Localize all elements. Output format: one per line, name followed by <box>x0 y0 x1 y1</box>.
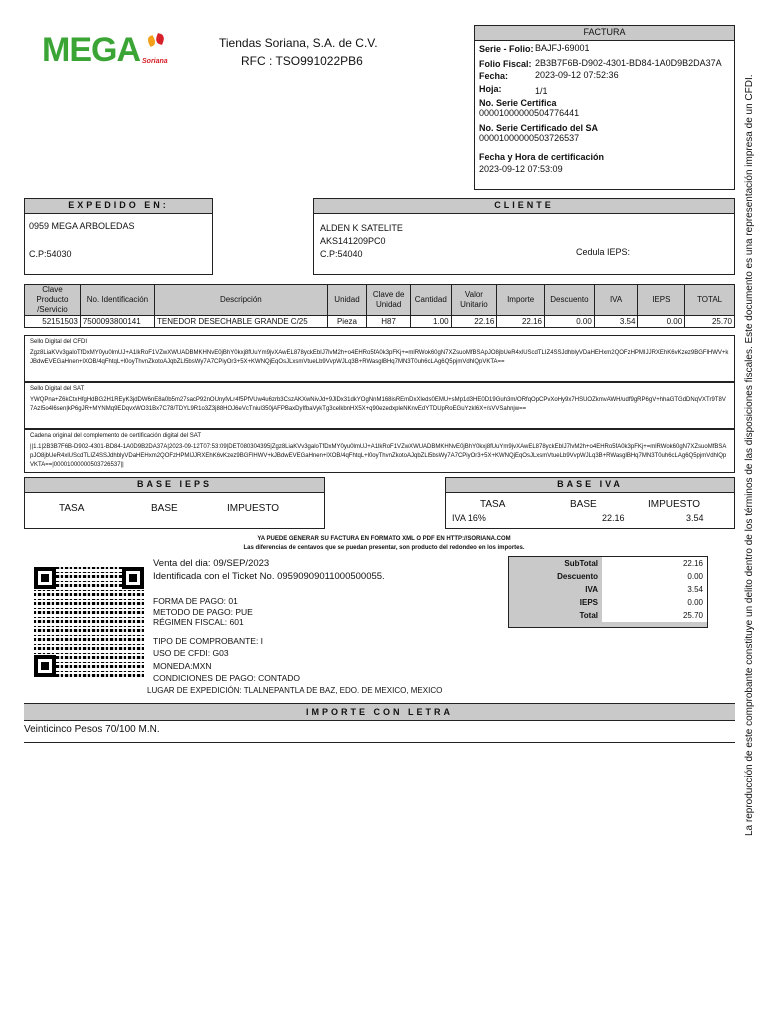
folio-value: 2B3B7F6B-D902-4301-BD84-1A0D9B2DA37A <box>535 58 722 68</box>
qr-code <box>34 567 144 677</box>
cell-cantidad: 1.00 <box>410 316 451 328</box>
col-descuento: Descuento <box>545 285 595 316</box>
cell-no-identificacion: 7500093800141 <box>80 316 154 328</box>
logo-leaf-icon <box>155 33 166 45</box>
serie-label: Serie - Folio: <box>479 44 534 54</box>
lugar-expedicion: LUGAR DE EXPEDICIÓN: TLALNEPANTLA DE BAZ, EDO. DE MEXICO, MEXICO <box>147 686 443 695</box>
factura-box <box>474 25 735 190</box>
base-ieps-tasa: TASA <box>59 503 85 514</box>
fecha-cert-label: Fecha y Hora de certificación <box>479 152 605 162</box>
issuer-rfc: RFC : TSO991022PB6 <box>241 54 363 68</box>
cell-total: 25.70 <box>685 316 735 328</box>
sello-sat-box <box>24 382 735 429</box>
totals-row-iva <box>509 583 707 596</box>
col-no-identificacion: No. Identificación <box>80 285 154 316</box>
cadena-original-title: Cadena original del complemento de certificación digital del SAT <box>30 433 201 439</box>
base-iva-tasa: TASA <box>480 499 506 510</box>
cell-valor-unitario: 22.16 <box>451 316 497 328</box>
cliente-name: ALDEN K SATELITE <box>320 223 403 233</box>
descuento-label: Descuento <box>557 572 598 581</box>
ticket-no: Identificada con el Ticket No. 09590909011000500055. <box>153 571 385 582</box>
expedido-line1: 0959 MEGA ARBOLEDAS <box>29 221 135 231</box>
cert-sa-value: 00001000000503726537 <box>479 133 580 143</box>
col-valor-unitario: Valor Unitario <box>451 285 497 316</box>
ieps-value: 0.00 <box>602 596 707 609</box>
cell-descripcion: TENEDOR DESECHABLE GRANDE C/25 <box>155 316 328 328</box>
items-table <box>24 284 735 328</box>
mega-soriana-logo <box>42 31 168 69</box>
base-iva-title: BASE IVA <box>446 478 734 493</box>
cert-sa-label: No. Serie Certificado del SA <box>479 123 599 133</box>
col-ieps: IEPS <box>638 285 685 316</box>
importe-letra-title: IMPORTE CON LETRA <box>24 704 735 721</box>
descuento-value: 0.00 <box>602 570 707 583</box>
cadena-original-value: ||1.1|2B3B7F6B-D902-4301-BD84-1A0D9B2DA37A|2023-09-12T07:53:09|DET080304395|Zgz8LiaKVv3galoTfDxMY0yu0lmUJ+A1lkRoF1VZwXWUADBMKHNvE0jBhY0kxj8fUuYm9jvXAwEL878yckEbIJ7lvM2h+o4EHRo5fA0k3pFKj+=mlRWok60gN7XZsuoMfBSApJO8jbUeR4xlUScdTLIZ4SSJdhblyVDaHEHxm2QOFzHPMIJJRXEhK6vKzez9BGFlHWV+kJBdwEVEGaHnen+lXOB/4qFhtqL+l0oyThvnZkotoAJqbZLl5bsWy7A7CPiyOr3+5X+KWNQjEqOsJLxsmVtueLb9VvpWJLq3B+RWasglBHq7MN3T0uh6cLAg6Q5pjmVdhlQpVKTA==|00001000000503726537|| <box>30 444 727 468</box>
logo-text: MEGA <box>42 31 140 69</box>
folio-label: Folio Fiscal: <box>479 59 532 69</box>
factura-title: FACTURA <box>475 26 734 41</box>
sello-cfdi-box <box>24 335 735 382</box>
cliente-cp: C.P:54040 <box>320 249 363 259</box>
cell-iva: 3.54 <box>594 316 638 328</box>
notice-line1: YA PUEDE GENERAR SU FACTURA EN FORMATO XML O PDF EN HTTP://SORIANA.COM <box>257 536 511 542</box>
cell-clave-producto: 52151503 <box>25 316 81 328</box>
fecha-cert-value: 2023-09-12 07:53:09 <box>479 164 563 174</box>
cadena-original-box <box>24 429 735 473</box>
tipo-comprobante: TIPO DE COMPROBANTE: I <box>153 635 264 646</box>
qr-finder <box>34 655 56 677</box>
col-total: TOTAL <box>685 285 735 316</box>
total-value: 25.70 <box>602 609 707 622</box>
serie-value: BAJFJ-69001 <box>535 43 590 53</box>
sello-sat-title: Sello Digital del SAT <box>30 386 85 392</box>
sello-cfdi-value: Zgz8LiaKVv3galoTfDxMY0yu0lmUJ+A1lkRoF1VZwXWUADBMKHNvE0jBhY0kxj8fUuYm9jvXAwEL878yckEbIJ7lvM2h+o4EHRo5fA0k3pFKj+=mlRWok60gN7XZsuoMfBSApJO8jbUeR4xlUScdTLIZ4SSJdhblyVDaHEHxm2QOFzHPMIJJRXEhK6vKzez9BGFlHWV+kJBdwEVEGaHnen+lXOB/4qFhtqL+l0oyThvnZkotoAJqbZLl5bsWy7A7CPiyOr3+5X+KWNQjEqOsJLxsmVtueLb9VvpWJLq3B+RWasglBHq7MN3T0uh6cLAg6Q5pjmVdhlQpVKTA== <box>30 350 729 365</box>
col-importe: Importe <box>497 285 545 316</box>
hoja-label: Hoja: <box>479 84 502 94</box>
issuer-name: Tiendas Soriana, S.A. de C.V. <box>219 36 378 50</box>
base-iva-row-tasa: IVA 16% <box>452 513 486 523</box>
totals-table <box>509 557 707 622</box>
fecha-value: 2023-09-12 07:52:36 <box>535 70 619 80</box>
totals-row-subtotal <box>509 557 707 570</box>
table-row <box>25 316 735 328</box>
col-iva: IVA <box>594 285 638 316</box>
ieps-label: IEPS <box>579 598 598 607</box>
totals-box <box>508 556 708 628</box>
col-clave-unidad: Clave de Unidad <box>367 285 411 316</box>
venta-dia: Venta del dia: 09/SEP/2023 <box>153 558 270 569</box>
base-ieps-base: BASE <box>151 503 178 514</box>
qr-finder <box>34 567 56 589</box>
base-ieps-title: BASE IEPS <box>25 478 324 493</box>
cliente-rfc: AKS141209PC0 <box>320 236 386 246</box>
cell-importe: 22.16 <box>497 316 545 328</box>
iva-label: IVA <box>585 585 598 594</box>
payment-details <box>153 596 300 684</box>
cell-unidad: Pieza <box>327 316 367 328</box>
totals-row-total <box>509 609 707 622</box>
cell-ieps: 0.00 <box>638 316 685 328</box>
base-iva-row-impuesto: 3.54 <box>686 513 704 523</box>
sello-sat-value: YWQPna+Z6kCtxHfgHdBG2H1REyK3jdDW6nE8a0b5m27sacP92nOUnyfvLr4f5PfVUw4u6zrb3CszAKXwNivJd+9JlDx31dkYOgNnM168isREmDxXleds0EMU+sMp1d3HE0D19Guh3m/ORfqOpCPvXoHy9x7HSUOZkmvAWH/udf9gRP6gV+hhaGTGdDNqVXTr9T8V7AzI5o4l6sen|kP6gJR+MYNMq9EDqvxWO31Bx7C78/TDYL9R1o3Z3j88HOJ6eVcTniul350jAFPBaxDyIfbaVykTg3celkbnHX5X+q90ezedxpleNKnvEdYTDUpRoEGuYzkl6X+/sVVSahnjw== <box>30 397 726 412</box>
vertical-legal-note: La reproducción de este comprobante constituye un delito dentro de los términos de las disposiciones fiscales. Este documento es una representación impresa de un CFDI. <box>744 74 755 836</box>
totals-row-ieps <box>509 596 707 609</box>
cert-value: 00001000000504776441 <box>479 108 580 118</box>
notice-line2: Las diferencias de centavos que se puedan presentar, son producto del redondeo en los importes. <box>243 545 525 551</box>
base-ieps-impuesto: IMPUESTO <box>227 503 280 514</box>
totals-row-descuento <box>509 570 707 583</box>
notice <box>0 535 768 553</box>
cliente-box <box>313 198 735 275</box>
importe-letra-text: Veinticinco Pesos 70/100 M.N. <box>24 724 160 735</box>
col-descripcion: Descripción <box>155 285 328 316</box>
base-iva-row-base: 22.16 <box>602 513 625 523</box>
col-clave-producto: Clave Producto /Servicio <box>25 285 81 316</box>
moneda: MONEDA:MXN <box>153 660 212 671</box>
sello-cfdi-title: Sello Digital del CFDI <box>30 339 88 345</box>
fecha-label: Fecha: <box>479 71 509 81</box>
cert-label: No. Serie Certifica <box>479 98 557 108</box>
metodo-pago: METODO DE PAGO: PUE <box>153 606 253 617</box>
expedido-box <box>24 198 213 275</box>
iva-value: 3.54 <box>602 583 707 596</box>
forma-pago: FORMA DE PAGO: 01 <box>153 596 238 606</box>
subtotal-value: 22.16 <box>602 557 707 570</box>
expedido-title: EXPEDIDO EN: <box>25 199 212 214</box>
importe-letra-box <box>24 703 735 743</box>
cliente-title: CLIENTE <box>314 199 734 214</box>
col-cantidad: Cantidad <box>410 285 451 316</box>
condiciones-pago: CONDICIONES DE PAGO: CONTADO <box>153 673 301 683</box>
cell-clave-unidad: H87 <box>367 316 411 328</box>
base-ieps-box <box>24 477 325 529</box>
cliente-ieps: Cedula IEPS: <box>576 247 631 257</box>
total-label: Total <box>579 611 598 620</box>
regimen-fiscal: RÉGIMEN FISCAL: 601 <box>153 617 244 627</box>
sale-details <box>153 557 385 583</box>
base-iva-base: BASE <box>570 499 597 510</box>
cell-descuento: 0.00 <box>545 316 595 328</box>
subtotal-label: SubTotal <box>564 559 598 568</box>
hoja-value: 1/1 <box>535 86 548 96</box>
col-unidad: Unidad <box>327 285 367 316</box>
qr-finder <box>122 567 144 589</box>
uso-cfdi: USO DE CFDI: G03 <box>153 648 229 658</box>
base-iva-box <box>445 477 735 529</box>
base-iva-impuesto: IMPUESTO <box>648 499 701 510</box>
expedido-cp: C.P:54030 <box>29 249 72 259</box>
logo-subtext: Soriana <box>142 58 168 65</box>
